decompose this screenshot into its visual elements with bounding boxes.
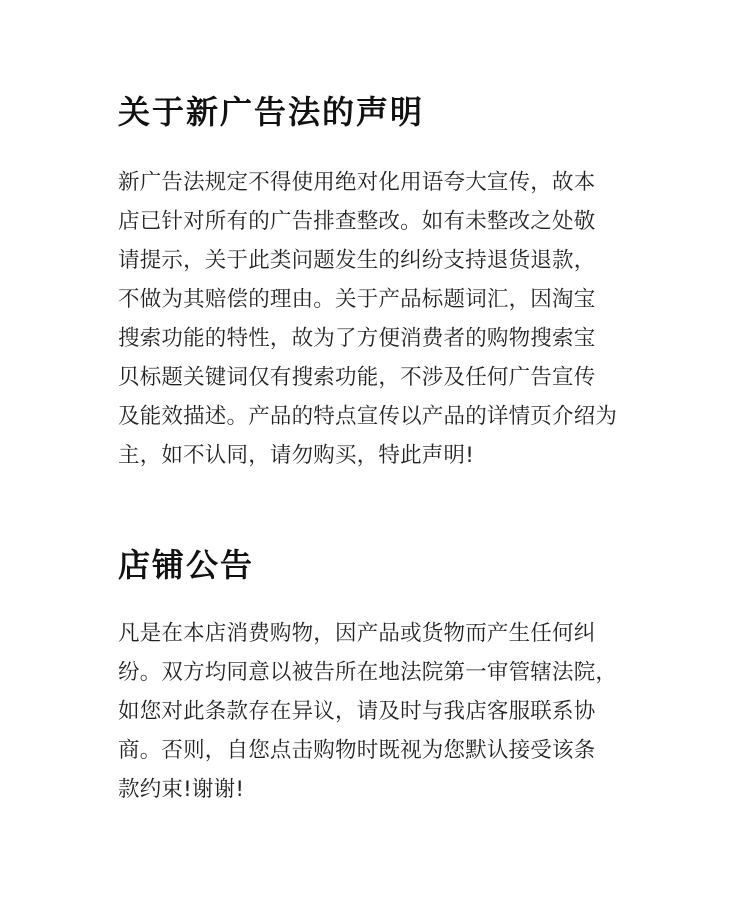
ad-law-statement-title: 关于新广告法的声明	[118, 93, 425, 131]
ad-law-statement-body: 新广告法规定不得使用绝对化用语夸大宣传，故本 店已针对所有的广告排查整改。如有未整改之处敬 请提示，关于此类问题发生的纠纷支持退货退款， 不做为其赔偿的理由。关于产品标题词汇，因淘宝 搜索功能的特性，故为了方便消费者的购物搜索宝 贝标题关键词仅有搜索功能，不涉及任何广告宣传 及能效描述。产品的特点宣传以产品的详情页介绍为 主，如不认同，请勿购买，特此声明!	[118, 170, 618, 468]
store-announcement-section	[118, 543, 638, 809]
store-announcement-title: 店铺公告	[118, 546, 255, 584]
store-announcement-body: 凡是在本店消费购物，因产品或货物而产生任何纠 纷。双方均同意以被告所在地法院第一审管辖法院， 如您对此条款存在异议，请及时与我店客服联系协 商。否则，自您点击购物时既视为您默认接受该条 款约束!谢谢!	[118, 621, 618, 802]
ad-law-statement-section	[118, 90, 638, 475]
